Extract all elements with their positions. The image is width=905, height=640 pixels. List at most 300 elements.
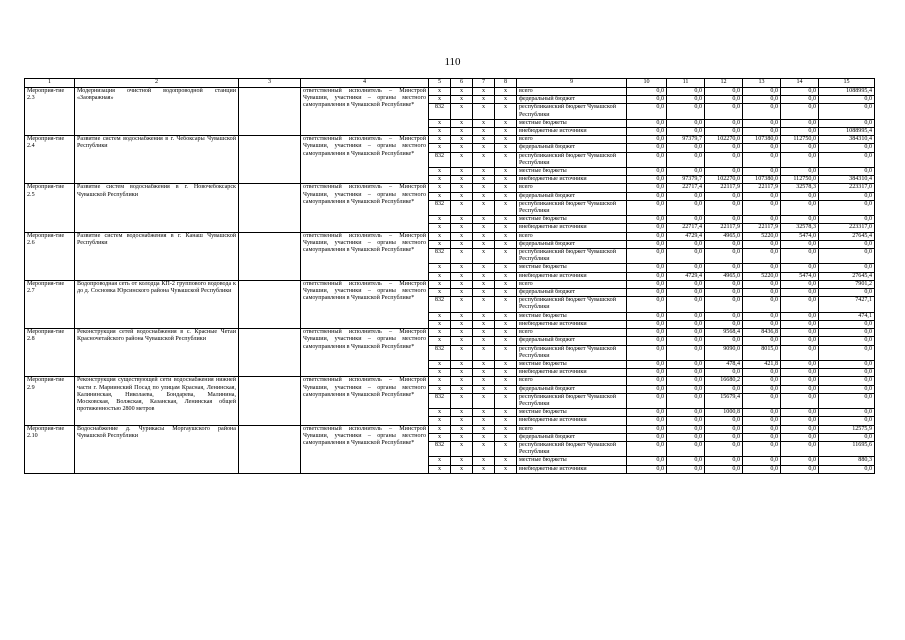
amount-cell: 0,0 — [705, 417, 743, 425]
amount-cell: 0,0 — [819, 152, 875, 167]
amount-cell: 0,0 — [743, 144, 781, 152]
amount-cell: 0,0 — [627, 176, 667, 184]
table-row — [25, 184, 875, 192]
code-cell-c5: 832 — [429, 104, 451, 119]
code-cell-c8: x — [495, 369, 517, 377]
amount-cell: 0,0 — [667, 152, 705, 167]
code-cell-c6: x — [451, 200, 473, 215]
amount-cell: 0,0 — [819, 360, 875, 368]
amount-cell: 0,0 — [781, 409, 819, 417]
amount-cell: 0,0 — [705, 337, 743, 345]
column-header-1: 1 — [25, 79, 75, 88]
code-cell-c8: x — [495, 329, 517, 337]
amount-cell: 9568,4 — [705, 329, 743, 337]
amount-cell: 7901,2 — [819, 280, 875, 288]
amount-cell: 0,0 — [705, 119, 743, 127]
code-cell-c5: x — [429, 425, 451, 433]
amount-cell: 0,0 — [781, 88, 819, 96]
funding-source: всего — [517, 232, 627, 240]
amount-cell: 0,0 — [781, 168, 819, 176]
column-header-2: 2 — [75, 79, 239, 88]
amount-cell: 22117,9 — [743, 224, 781, 232]
code-cell-c8: x — [495, 297, 517, 312]
amount-cell: 0,0 — [705, 240, 743, 248]
funding-source: внебюджетные источники — [517, 369, 627, 377]
code-cell-c6: x — [451, 337, 473, 345]
amount-cell: 0,0 — [743, 152, 781, 167]
amount-cell: 0,0 — [743, 128, 781, 136]
code-cell-c6: x — [451, 457, 473, 465]
code-cell-c7: x — [473, 320, 495, 328]
budget-table — [24, 78, 875, 474]
code-cell-c6: x — [451, 152, 473, 167]
amount-cell: 0,0 — [627, 264, 667, 272]
code-cell-c6: x — [451, 280, 473, 288]
funding-source: местные бюджеты — [517, 216, 627, 224]
amount-cell: 0,0 — [781, 385, 819, 393]
code-cell-c6: x — [451, 96, 473, 104]
code-cell-c8: x — [495, 457, 517, 465]
code-cell-c8: x — [495, 312, 517, 320]
amount-cell: 0,0 — [781, 329, 819, 337]
measure-id: Мероприя-тие 2.6 — [25, 232, 75, 280]
amount-cell: 0,0 — [667, 409, 705, 417]
amount-cell: 112750,0 — [781, 176, 819, 184]
code-cell-c5: x — [429, 417, 451, 425]
amount-cell: 0,0 — [819, 409, 875, 417]
amount-cell: 0,0 — [667, 329, 705, 337]
table-row — [25, 136, 875, 144]
amount-cell: 0,0 — [819, 200, 875, 215]
table-row — [25, 232, 875, 240]
amount-cell: 27645,4 — [819, 272, 875, 280]
code-cell-c7: x — [473, 168, 495, 176]
funding-source: всего — [517, 136, 627, 144]
amount-cell: 0,0 — [705, 88, 743, 96]
measure-id: Мероприя-тие 2.8 — [25, 329, 75, 377]
measure-name: Развитие систем водоснабжения в г. Новочебоксарск Чувашской Республики — [75, 184, 239, 232]
amount-cell: 0,0 — [743, 264, 781, 272]
funding-source: республиканский бюджет Чувашской Республики — [517, 393, 627, 408]
amount-cell: 112750,0 — [781, 136, 819, 144]
amount-cell: 0,0 — [781, 393, 819, 408]
amount-cell: 0,0 — [819, 249, 875, 264]
funding-source: местные бюджеты — [517, 168, 627, 176]
amount-cell: 0,0 — [743, 249, 781, 264]
column-header-3: 3 — [239, 79, 301, 88]
amount-cell: 0,0 — [819, 377, 875, 385]
code-cell-c8: x — [495, 377, 517, 385]
amount-cell: 0,0 — [743, 433, 781, 441]
amount-cell: 0,0 — [743, 104, 781, 119]
amount-cell: 4729,4 — [667, 232, 705, 240]
amount-cell: 5220,0 — [743, 232, 781, 240]
code-cell-c5: x — [429, 128, 451, 136]
amount-cell: 0,0 — [819, 320, 875, 328]
code-cell-c6: x — [451, 232, 473, 240]
amount-cell: 0,0 — [781, 457, 819, 465]
amount-cell: 27645,4 — [819, 232, 875, 240]
amount-cell: 0,0 — [667, 104, 705, 119]
code-cell-c5: x — [429, 144, 451, 152]
amount-cell: 0,0 — [781, 417, 819, 425]
funding-source: местные бюджеты — [517, 409, 627, 417]
code-cell-c5: x — [429, 433, 451, 441]
amount-cell: 0,0 — [819, 104, 875, 119]
amount-cell: 0,0 — [743, 168, 781, 176]
code-cell-c6: x — [451, 360, 473, 368]
code-cell-c5: x — [429, 360, 451, 368]
code-cell-c8: x — [495, 264, 517, 272]
amount-cell: 0,0 — [743, 385, 781, 393]
amount-cell: 0,0 — [705, 441, 743, 456]
column-header-4: 4 — [301, 79, 429, 88]
amount-cell: 0,0 — [743, 425, 781, 433]
measure-id: Мероприя-тие 2.7 — [25, 280, 75, 328]
code-cell-c8: x — [495, 409, 517, 417]
amount-cell: 223317,0 — [819, 224, 875, 232]
amount-cell: 0,0 — [743, 393, 781, 408]
amount-cell: 1088995,4 — [819, 88, 875, 96]
amount-cell: 0,0 — [743, 441, 781, 456]
funding-source: федеральный бюджет — [517, 337, 627, 345]
column-header-11: 11 — [667, 79, 705, 88]
column-header-8: 8 — [495, 79, 517, 88]
table-row — [25, 88, 875, 96]
code-cell-c6: x — [451, 176, 473, 184]
funding-source: внебюджетные источники — [517, 272, 627, 280]
amount-cell: 0,0 — [667, 119, 705, 127]
amount-cell: 5474,0 — [781, 232, 819, 240]
amount-cell: 0,0 — [627, 249, 667, 264]
amount-cell: 0,0 — [705, 289, 743, 297]
amount-cell: 0,0 — [627, 369, 667, 377]
code-cell-c5: x — [429, 176, 451, 184]
code-cell-c7: x — [473, 377, 495, 385]
code-cell-c7: x — [473, 409, 495, 417]
code-cell-c8: x — [495, 272, 517, 280]
code-cell-c5: x — [429, 320, 451, 328]
measure-id: Мероприя-тие 2.3 — [25, 88, 75, 136]
code-cell-c6: x — [451, 465, 473, 473]
column-header-9: 9 — [517, 79, 627, 88]
amount-cell: 0,0 — [667, 393, 705, 408]
amount-cell: 0,0 — [705, 465, 743, 473]
amount-cell: 0,0 — [743, 312, 781, 320]
column-header-row — [25, 79, 875, 88]
code-cell-c7: x — [473, 337, 495, 345]
code-cell-c5: x — [429, 240, 451, 248]
amount-cell: 0,0 — [627, 425, 667, 433]
amount-cell: 0,0 — [743, 88, 781, 96]
measure-name: Водоснабжение д. Чурикасы Моргаушского района Чувашской Республики — [75, 425, 239, 473]
code-cell-c6: x — [451, 329, 473, 337]
amount-cell: 0,0 — [627, 417, 667, 425]
amount-cell: 0,0 — [743, 119, 781, 127]
code-cell-c6: x — [451, 168, 473, 176]
amount-cell: 0,0 — [781, 345, 819, 360]
code-cell-c7: x — [473, 264, 495, 272]
code-cell-c5: x — [429, 184, 451, 192]
amount-cell: 0,0 — [667, 88, 705, 96]
amount-cell: 0,0 — [627, 289, 667, 297]
code-cell-c7: x — [473, 297, 495, 312]
code-cell-c6: x — [451, 345, 473, 360]
funding-source: всего — [517, 184, 627, 192]
amount-cell: 0,0 — [667, 264, 705, 272]
code-cell-c8: x — [495, 337, 517, 345]
amount-cell: 0,0 — [667, 200, 705, 215]
code-cell-c8: x — [495, 289, 517, 297]
code-cell-c6: x — [451, 264, 473, 272]
code-cell-c7: x — [473, 360, 495, 368]
amount-cell: 0,0 — [627, 184, 667, 192]
amount-cell: 0,0 — [627, 168, 667, 176]
code-cell-c7: x — [473, 96, 495, 104]
amount-cell: 474,1 — [819, 312, 875, 320]
amount-cell: 0,0 — [781, 128, 819, 136]
amount-cell: 8436,8 — [743, 329, 781, 337]
code-cell-c7: x — [473, 104, 495, 119]
amount-cell: 22717,4 — [667, 184, 705, 192]
code-cell-c7: x — [473, 176, 495, 184]
amount-cell: 107380,0 — [743, 176, 781, 184]
amount-cell: 0,0 — [627, 216, 667, 224]
code-cell-c7: x — [473, 385, 495, 393]
amount-cell: 0,0 — [667, 312, 705, 320]
code-cell-c8: x — [495, 433, 517, 441]
code-cell-c8: x — [495, 360, 517, 368]
amount-cell: 0,0 — [627, 144, 667, 152]
amount-cell: 0,0 — [705, 280, 743, 288]
column-header-10: 10 — [627, 79, 667, 88]
measure-executor: ответственный исполнитель – Минстрой Чувашии, участники – органы местного самоуправления в Чувашской Республике* — [301, 280, 429, 328]
code-cell-c5: 832 — [429, 441, 451, 456]
amount-cell: 0,0 — [819, 96, 875, 104]
funding-source: всего — [517, 329, 627, 337]
funding-source: местные бюджеты — [517, 457, 627, 465]
code-cell-c6: x — [451, 385, 473, 393]
funding-source: федеральный бюджет — [517, 144, 627, 152]
amount-cell: 0,0 — [627, 377, 667, 385]
amount-cell: 0,0 — [781, 119, 819, 127]
funding-source: всего — [517, 377, 627, 385]
code-cell-c6: x — [451, 297, 473, 312]
measure-executor: ответственный исполнитель – Минстрой Чувашии, участники – органы местного самоуправления в Чувашской Республике* — [301, 329, 429, 377]
measure-col3 — [239, 184, 301, 232]
amount-cell: 32578,3 — [781, 184, 819, 192]
measure-id: Мероприя-тие 2.9 — [25, 377, 75, 425]
amount-cell: 0,0 — [667, 433, 705, 441]
code-cell-c5: x — [429, 280, 451, 288]
amount-cell: 102270,0 — [705, 176, 743, 184]
amount-cell: 0,0 — [667, 289, 705, 297]
amount-cell: 0,0 — [743, 369, 781, 377]
amount-cell: 0,0 — [819, 168, 875, 176]
amount-cell: 4965,0 — [705, 232, 743, 240]
amount-cell: 0,0 — [781, 96, 819, 104]
funding-source: федеральный бюджет — [517, 96, 627, 104]
amount-cell: 0,0 — [667, 297, 705, 312]
amount-cell: 0,0 — [667, 128, 705, 136]
amount-cell: 0,0 — [781, 216, 819, 224]
amount-cell: 0,0 — [667, 369, 705, 377]
amount-cell: 7427,1 — [819, 297, 875, 312]
funding-source: местные бюджеты — [517, 264, 627, 272]
code-cell-c7: x — [473, 425, 495, 433]
amount-cell: 0,0 — [781, 249, 819, 264]
amount-cell: 0,0 — [627, 224, 667, 232]
code-cell-c5: x — [429, 369, 451, 377]
amount-cell: 0,0 — [627, 385, 667, 393]
amount-cell: 0,0 — [743, 337, 781, 345]
measure-executor: ответственный исполнитель – Минстрой Чувашии, участники – органы местного самоуправления в Чувашской Республике* — [301, 232, 429, 280]
amount-cell: 0,0 — [819, 337, 875, 345]
measure-col3 — [239, 329, 301, 377]
amount-cell: 0,0 — [705, 216, 743, 224]
table-row — [25, 425, 875, 433]
code-cell-c8: x — [495, 104, 517, 119]
measure-name: Модернизация очистной водопроводной станции «Заовражная» — [75, 88, 239, 136]
code-cell-c6: x — [451, 249, 473, 264]
amount-cell: 0,0 — [627, 128, 667, 136]
amount-cell: 97379,7 — [667, 136, 705, 144]
code-cell-c7: x — [473, 465, 495, 473]
code-cell-c5: x — [429, 377, 451, 385]
code-cell-c5: x — [429, 409, 451, 417]
code-cell-c6: x — [451, 425, 473, 433]
amount-cell: 0,0 — [705, 385, 743, 393]
amount-cell: 0,0 — [781, 320, 819, 328]
amount-cell: 0,0 — [781, 377, 819, 385]
amount-cell: 0,0 — [627, 360, 667, 368]
amount-cell: 22117,9 — [705, 224, 743, 232]
amount-cell: 0,0 — [781, 297, 819, 312]
column-header-14: 14 — [781, 79, 819, 88]
amount-cell: 384310,4 — [819, 176, 875, 184]
amount-cell: 0,0 — [627, 136, 667, 144]
amount-cell: 0,0 — [627, 272, 667, 280]
code-cell-c7: x — [473, 128, 495, 136]
funding-source: всего — [517, 280, 627, 288]
amount-cell: 0,0 — [705, 249, 743, 264]
amount-cell: 5220,0 — [743, 272, 781, 280]
code-cell-c7: x — [473, 232, 495, 240]
amount-cell: 0,0 — [667, 425, 705, 433]
measure-executor: ответственный исполнитель – Минстрой Чувашии, участники – органы местного самоуправления в Чувашской Республике* — [301, 425, 429, 473]
code-cell-c7: x — [473, 240, 495, 248]
amount-cell: 0,0 — [667, 337, 705, 345]
measure-col3 — [239, 232, 301, 280]
amount-cell: 0,0 — [705, 457, 743, 465]
column-header-6: 6 — [451, 79, 473, 88]
amount-cell: 0,0 — [781, 433, 819, 441]
amount-cell: 0,0 — [627, 337, 667, 345]
amount-cell: 97379,7 — [667, 176, 705, 184]
code-cell-c8: x — [495, 224, 517, 232]
code-cell-c6: x — [451, 128, 473, 136]
code-cell-c6: x — [451, 289, 473, 297]
amount-cell: 32578,3 — [781, 224, 819, 232]
amount-cell: 0,0 — [667, 417, 705, 425]
code-cell-c6: x — [451, 240, 473, 248]
table-row — [25, 329, 875, 337]
code-cell-c7: x — [473, 433, 495, 441]
amount-cell: 0,0 — [705, 312, 743, 320]
code-cell-c5: x — [429, 337, 451, 345]
funding-source: внебюджетные источники — [517, 417, 627, 425]
amount-cell: 0,0 — [781, 369, 819, 377]
code-cell-c5: x — [429, 264, 451, 272]
code-cell-c5: 832 — [429, 297, 451, 312]
amount-cell: 0,0 — [781, 465, 819, 473]
code-cell-c8: x — [495, 441, 517, 456]
code-cell-c8: x — [495, 320, 517, 328]
amount-cell: 0,0 — [705, 264, 743, 272]
code-cell-c7: x — [473, 393, 495, 408]
amount-cell: 0,0 — [743, 240, 781, 248]
code-cell-c7: x — [473, 345, 495, 360]
funding-source: республиканский бюджет Чувашской Республики — [517, 345, 627, 360]
code-cell-c6: x — [451, 369, 473, 377]
funding-source: федеральный бюджет — [517, 385, 627, 393]
amount-cell: 880,3 — [819, 457, 875, 465]
amount-cell: 0,0 — [627, 433, 667, 441]
amount-cell: 5474,0 — [781, 272, 819, 280]
amount-cell: 8015,0 — [743, 345, 781, 360]
amount-cell: 0,0 — [781, 360, 819, 368]
amount-cell: 0,0 — [743, 377, 781, 385]
funding-source: внебюджетные источники — [517, 176, 627, 184]
amount-cell: 0,0 — [667, 320, 705, 328]
amount-cell: 22117,9 — [743, 184, 781, 192]
code-cell-c8: x — [495, 184, 517, 192]
amount-cell: 0,0 — [627, 409, 667, 417]
amount-cell: 0,0 — [743, 96, 781, 104]
code-cell-c5: x — [429, 385, 451, 393]
amount-cell: 0,0 — [781, 280, 819, 288]
code-cell-c6: x — [451, 320, 473, 328]
funding-source: федеральный бюджет — [517, 192, 627, 200]
code-cell-c7: x — [473, 216, 495, 224]
code-cell-c8: x — [495, 152, 517, 167]
amount-cell: 0,0 — [705, 425, 743, 433]
amount-cell: 0,0 — [819, 369, 875, 377]
code-cell-c7: x — [473, 184, 495, 192]
code-cell-c5: 832 — [429, 152, 451, 167]
column-header-5: 5 — [429, 79, 451, 88]
measure-col3 — [239, 280, 301, 328]
code-cell-c8: x — [495, 96, 517, 104]
code-cell-c6: x — [451, 144, 473, 152]
code-cell-c8: x — [495, 417, 517, 425]
code-cell-c8: x — [495, 240, 517, 248]
funding-source: федеральный бюджет — [517, 289, 627, 297]
column-header-12: 12 — [705, 79, 743, 88]
amount-cell: 0,0 — [667, 441, 705, 456]
amount-cell: 0,0 — [627, 393, 667, 408]
code-cell-c8: x — [495, 216, 517, 224]
amount-cell: 0,0 — [627, 320, 667, 328]
code-cell-c8: x — [495, 385, 517, 393]
code-cell-c8: x — [495, 128, 517, 136]
code-cell-c5: 832 — [429, 345, 451, 360]
code-cell-c8: x — [495, 192, 517, 200]
amount-cell: 11695,6 — [819, 441, 875, 456]
code-cell-c8: x — [495, 280, 517, 288]
amount-cell: 0,0 — [705, 297, 743, 312]
amount-cell: 478,4 — [705, 360, 743, 368]
